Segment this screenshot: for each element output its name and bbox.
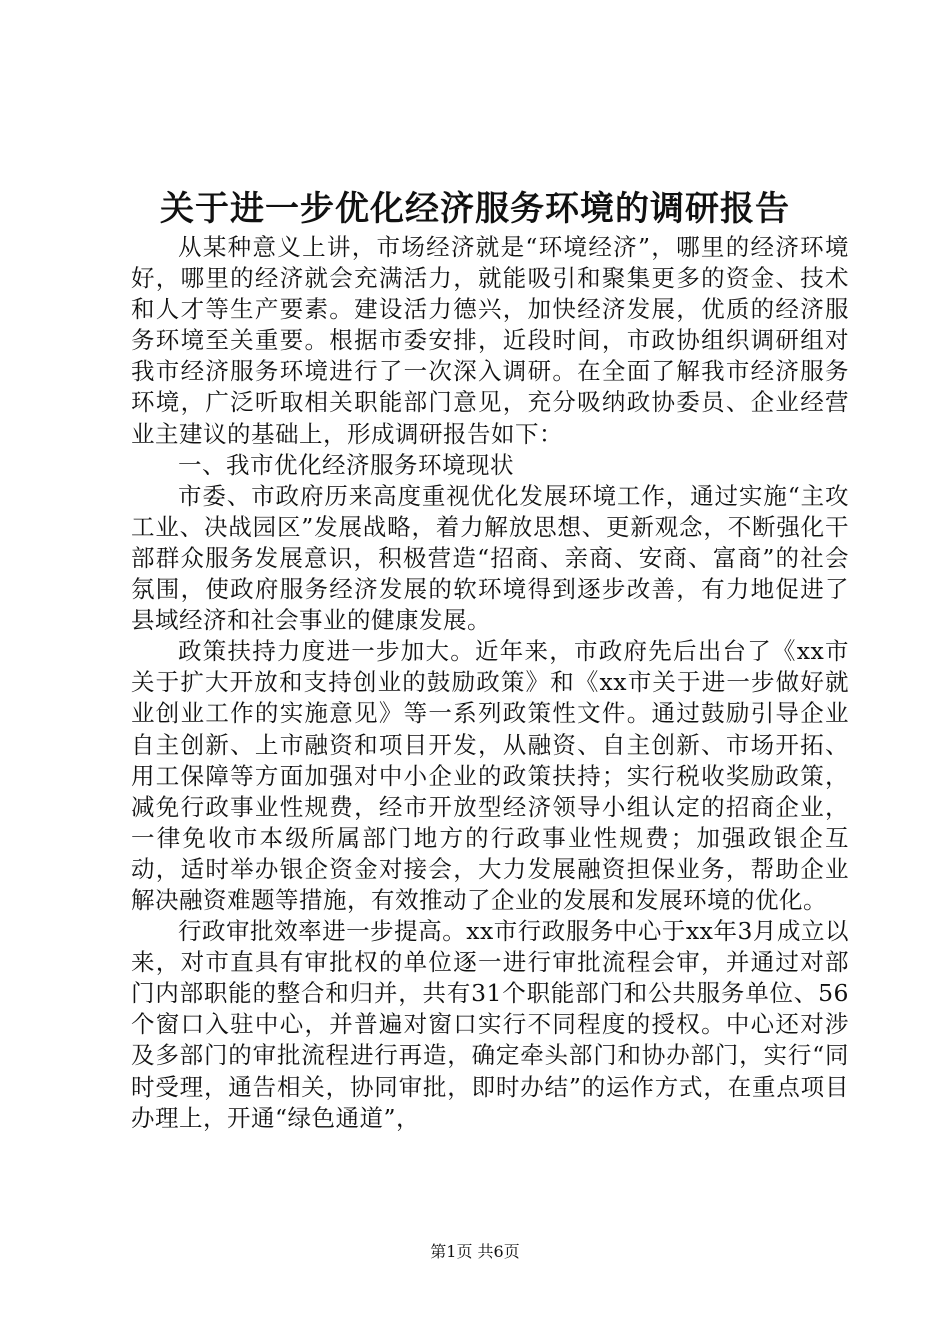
paragraph-approval-efficiency: 行政审批效率进一步提高。xx市行政服务中心于xx年3月成立以来，对市直具有审批权的单位逐一进行审批流程会审，并通过对部门内部职能的整合和归并，共有31个职能部门和公共服务单位、56个窗口入驻中心，并普遍对窗口实行不同程度的授权。中心还对涉及多部门的审批流程进行再造，确定牵头部门和协办部门，实行“同时受理，通告相关，协同审批，即时办结”的运作方式，在重点项目办理上，开通“绿色通道”， bbox=[131, 917, 849, 1132]
paragraph-policy-support: 政策扶持力度进一步加大。近年来，市政府先后出台了《xx市关于扩大开放和支持创业的鼓励政策》和《xx市关于进一步做好就业创业工作的实施意见》等一系列政策性文件。通过鼓励引导企业自主创新、上市融资和项目开发，从融资、自主创新、市场开拓、用工保障等方面加强对中小企业的政策扶持；实行税收奖励政策，减免行政事业性规费，经市开放型经济领导小组认定的招商企业，一律免收市本级所属部门地方的行政事业性规费；加强政银企互动，适时举办银企资金对接会，大力发展融资担保业务，帮助企业解决融资难题等措施，有效推动了企业的发展和发展环境的优化。 bbox=[131, 637, 849, 914]
section-heading-current-status: 一、我市优化经济服务环境现状 bbox=[178, 450, 514, 479]
page-footer: 第1页 共6页 bbox=[430, 1242, 520, 1261]
paragraph-intro: 从某种意义上讲，市场经济就是“环境经济”，哪里的经济环境好，哪里的经济就会充满活力，就能吸引和聚集更多的资金、技术和人才等生产要素。建设活力德兴，加快经济发展，优质的经济服务环境至关重要。根据市委安排，近段时间，市政协组织调研组对我市经济服务环境进行了一次深入调研。在全面了解我市经济服务环境，广泛听取相关职能部门意见，充分吸纳政协委员、企业经营业主建议的基础上，形成调研报告如下： bbox=[131, 233, 849, 448]
document-title: 关于进一步优化经济服务环境的调研报告 bbox=[160, 189, 790, 229]
paragraph-overview: 市委、市政府历来高度重视优化发展环境工作，通过实施“主攻工业、决战园区”发展战略，着力解放思想、更新观念，不断强化干部群众服务发展意识，积极营造“招商、亲商、安商、富商”的社会氛围，使政府服务经济发展的软环境得到逐步改善，有力地促进了县域经济和社会事业的健康发展。 bbox=[131, 481, 849, 635]
document-body bbox=[131, 232, 849, 1134]
